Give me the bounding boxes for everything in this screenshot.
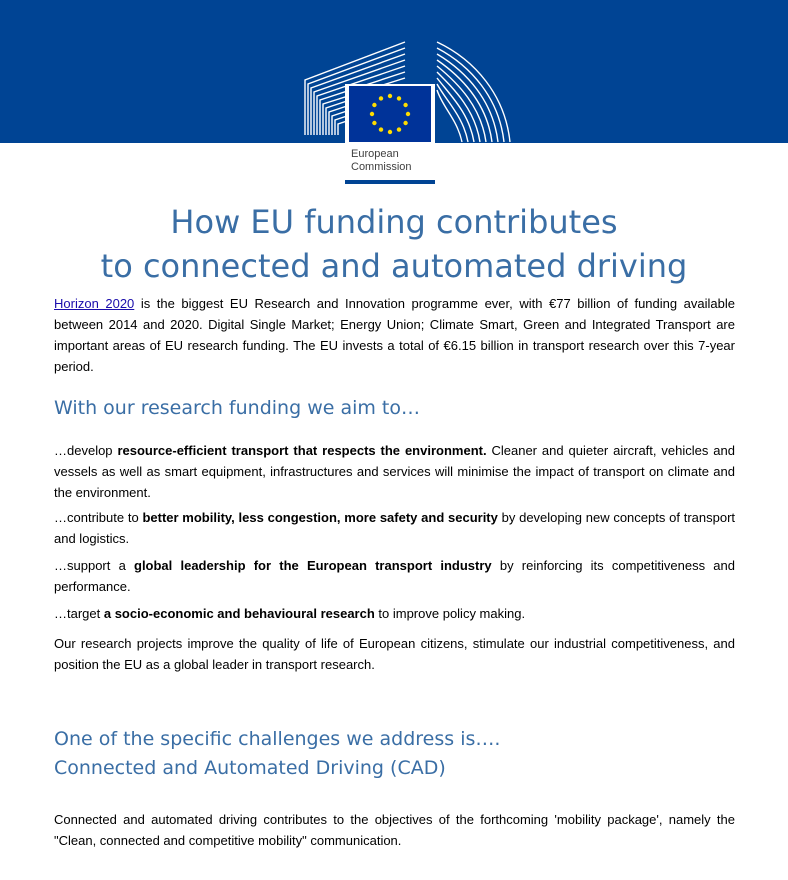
title-line-2: to connected and automated driving	[100, 247, 688, 285]
aims-closing-paragraph: Our research projects improve the quality of life of European citizens, stimulate our industrial competitiveness, and position the EU as a global leader in transport research.	[54, 636, 735, 672]
aim-item-bold: a socio-economic and behavioural research	[103, 606, 375, 621]
challenge-heading-line-1: One of the specific challenges we address is….	[54, 728, 501, 750]
intro-paragraph	[54, 293, 735, 377]
aim-item-text: by developing new concepts of transport and logistics.	[54, 510, 736, 546]
title-line-1: How EU funding contributes	[170, 203, 618, 241]
horizon-2020-link[interactable]: Horizon 2020	[54, 296, 135, 311]
aim-item-bold: better mobility, less congestion, more safety and security	[142, 510, 498, 525]
logo-line-european: European	[351, 148, 399, 160]
aim-item-text: by reinforcing its competitiveness and performance.	[54, 558, 735, 594]
aim-item-text: …develop	[54, 443, 118, 458]
logo-text	[351, 148, 412, 174]
aim-item-text: …contribute to	[54, 510, 143, 525]
aim-item-environment	[54, 440, 735, 503]
logo-underline	[345, 180, 435, 184]
aim-item-text: …support a	[54, 558, 134, 573]
aim-item-bold: resource-efficient transport that respects the environment.	[117, 443, 487, 458]
logo-line-commission: Commission	[351, 161, 412, 173]
page-title	[0, 200, 788, 288]
aims-heading: With our research funding we aim to…	[54, 397, 421, 419]
challenge-paragraph: Connected and automated driving contributes to the objectives of the forthcoming 'mobility package', namely the "Clean, connected and competitive mobility" communication.	[54, 812, 735, 848]
aim-item-bold: global leadership for the European transport industry	[134, 558, 492, 573]
intro-text: is the biggest EU Research and Innovation programme ever, with €77 billion of funding available between 2014 and 2020. Digital Single Market; Energy Union; Climate Smart, Green and Integrated Transport are important areas of EU research funding. The EU invests a total of €6.15 billion in transport research over this 7-year period.	[54, 296, 735, 374]
aim-item-text: to improve policy making.	[374, 606, 526, 621]
building-right-lines	[437, 42, 510, 142]
challenge-heading	[54, 725, 500, 783]
aim-item-text: …target	[54, 606, 104, 621]
challenge-heading-line-2: Connected and Automated Driving (CAD)	[54, 757, 446, 779]
aim-item-text: Cleaner and quieter aircraft, vehicles and vessels as well as smart equipment, infrastructures and services will minimise the impact of transport on climate and the environment.	[54, 443, 735, 500]
aim-item-leadership	[54, 555, 735, 597]
aim-item-research	[54, 603, 735, 624]
aim-item-mobility	[54, 507, 735, 549]
